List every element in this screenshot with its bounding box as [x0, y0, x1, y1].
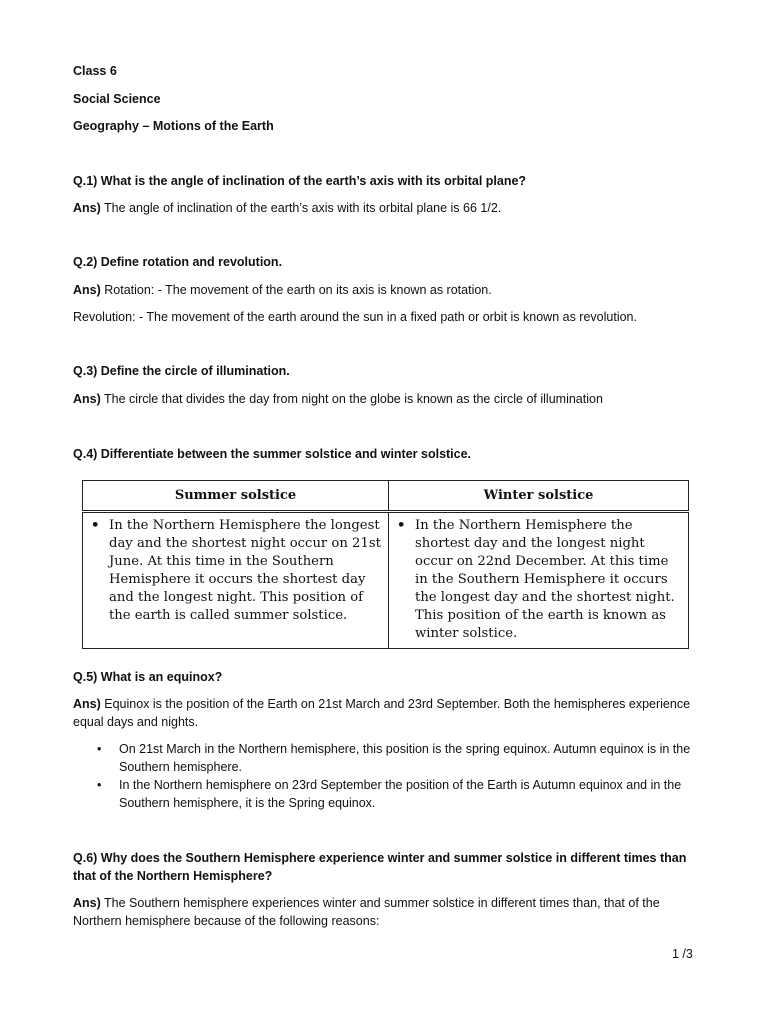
q6-answer-text: The Southern hemisphere experiences winter and summer solstice in different times than, that of the Northern hemisphere because of the following reasons:	[73, 896, 660, 928]
q3-question: Q.3) Define the circle of illumination.	[73, 364, 290, 378]
summer-solstice-cell	[83, 512, 389, 649]
winter-solstice-header: Winter solstice	[389, 481, 689, 512]
q1-answer-text: The angle of inclination of the earth’s axis with its orbital plane is 66 1/2.	[100, 201, 502, 215]
ans-label: Ans)	[73, 896, 101, 910]
q5-question: Q.5) What is an equinox?	[73, 670, 223, 684]
class-label: Class 6	[73, 64, 117, 78]
list-item	[73, 740, 698, 776]
q2-answer-rotation	[73, 282, 492, 299]
list-item-text: In the Northern hemisphere on 23rd September the position of the Earth is Autumn equinox and in the Southern hemisphere, it is the Spring equinox.	[119, 778, 682, 810]
q5-answer	[73, 695, 698, 731]
list-item-text: On 21st March in the Northern hemisphere, this position is the spring equinox. Autumn equinox is in the Southern hemisphere.	[119, 742, 691, 774]
q2-answer-revolution: Revolution: - The movement of the earth around the sun in a fixed path or orbit is known as revolution.	[73, 310, 637, 324]
bullet-icon: •	[97, 742, 102, 756]
winter-solstice-text: In the Northern Hemisphere the shortest day and the longest night occur on 22nd December. At this time in the Southern Hemisphere it occurs the longest day and the shortest night. This position of the earth is known as winter solstice.	[415, 518, 675, 641]
bullet-icon: •	[91, 518, 100, 533]
subject-label: Social Science	[73, 92, 161, 106]
q6-question: Q.6) Why does the Southern Hemisphere experience winter and summer solstice in different times than that of the Northern Hemisphere?	[73, 851, 687, 883]
q6-answer	[73, 894, 698, 930]
q5-answer-text: Equinox is the position of the Earth on 21st March and 23rd September. Both the hemispheres experience equal days and nights.	[73, 697, 691, 729]
ans-label: Ans)	[73, 697, 101, 711]
equinox-bullet-list	[73, 740, 698, 812]
page-number: 1 /3	[672, 947, 693, 961]
winter-solstice-cell	[389, 512, 689, 649]
q2-rotation-text: Rotation: - The movement of the earth on its axis is known as rotation.	[100, 283, 492, 297]
q2-question: Q.2) Define rotation and revolution.	[73, 255, 283, 269]
q3-answer	[73, 391, 603, 408]
ans-label: Ans)	[73, 201, 101, 215]
summer-solstice-header: Summer solstice	[83, 481, 389, 512]
q1-question: Q.1) What is the angle of inclination of the earth’s axis with its orbital plane?	[73, 174, 527, 188]
q4-question: Q.4) Differentiate between the summer solstice and winter solstice.	[73, 447, 472, 461]
q1-answer	[73, 200, 501, 217]
list-item	[73, 776, 698, 812]
ans-label: Ans)	[73, 392, 101, 406]
topic-title: Geography – Motions of the Earth	[73, 119, 274, 133]
q3-answer-text: The circle that divides the day from night on the globe is known as the circle of illumination	[100, 392, 603, 406]
solstice-comparison-table	[82, 480, 689, 649]
bullet-icon: •	[97, 778, 102, 792]
bullet-icon: •	[397, 518, 406, 533]
summer-solstice-text: In the Northern Hemisphere the longest day and the shortest night occur on 21st June. At this time in the Southern Hemisphere it occurs the shortest day and the longest night. This position of the earth is called summer solstice.	[109, 518, 381, 623]
ans-label: Ans)	[73, 283, 101, 297]
